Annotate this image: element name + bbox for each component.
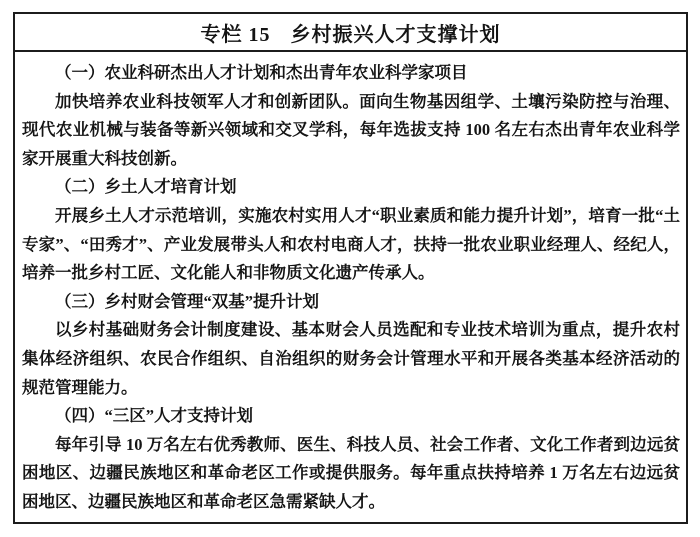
section-4-heading: （四）“三区”人才支持计划 bbox=[55, 406, 253, 426]
section-3-heading: （三）乡村财会管理“双基”提升计划 bbox=[55, 291, 319, 311]
panel-header bbox=[15, 14, 686, 52]
section-2-heading: （二）乡土人才培育计划 bbox=[55, 177, 237, 197]
section-4-body: 每年引导 10 万名左右优秀教师、医生、科技人员、社会工作者、文化工作者到边远贫困地区、边疆民族地区和革命老区工作或提供服务。每年重点扶持培养 1 万名左右边远贫困地区、边疆民族地区和革命老区急需紧缺人才。 bbox=[22, 434, 681, 511]
section-2-body: 开展乡土人才示范培训，实施农村实用人才“职业素质和能力提升计划”，培育一批“土专家”、“田秀才”、产业发展带头人和农村电商人才，扶持一批农业职业经理人、经纪人，培养一批乡村工匠、文化能人和非物质文化遗产传承人。 bbox=[22, 205, 680, 283]
panel-body bbox=[15, 52, 686, 517]
section-1-body: 加快培养农业科技领军人才和创新团队。面向生物基因组学、土壤污染防控与治理、现代农业机械与装备等新兴领域和交叉学科，每年选拔支持 100 名左右杰出青年农业科学家开展重大科技创新。 bbox=[22, 91, 680, 168]
section-3-body: 以乡村基础财务会计制度建设、基本财会人员选配和专业技术培训为重点，提升农村集体经济组织、农民合作组织、自治组织的财务会计管理水平和开展各类基本经济活动的规范管理能力。 bbox=[22, 320, 680, 397]
panel-title-label: 专栏 15 bbox=[200, 23, 271, 46]
section-1-heading: （一）农业科研杰出人才计划和杰出青年农业科学家项目 bbox=[55, 63, 468, 82]
column-panel-box bbox=[13, 12, 688, 524]
panel-title-text: 乡村振兴人才支撑计划 bbox=[290, 23, 501, 46]
